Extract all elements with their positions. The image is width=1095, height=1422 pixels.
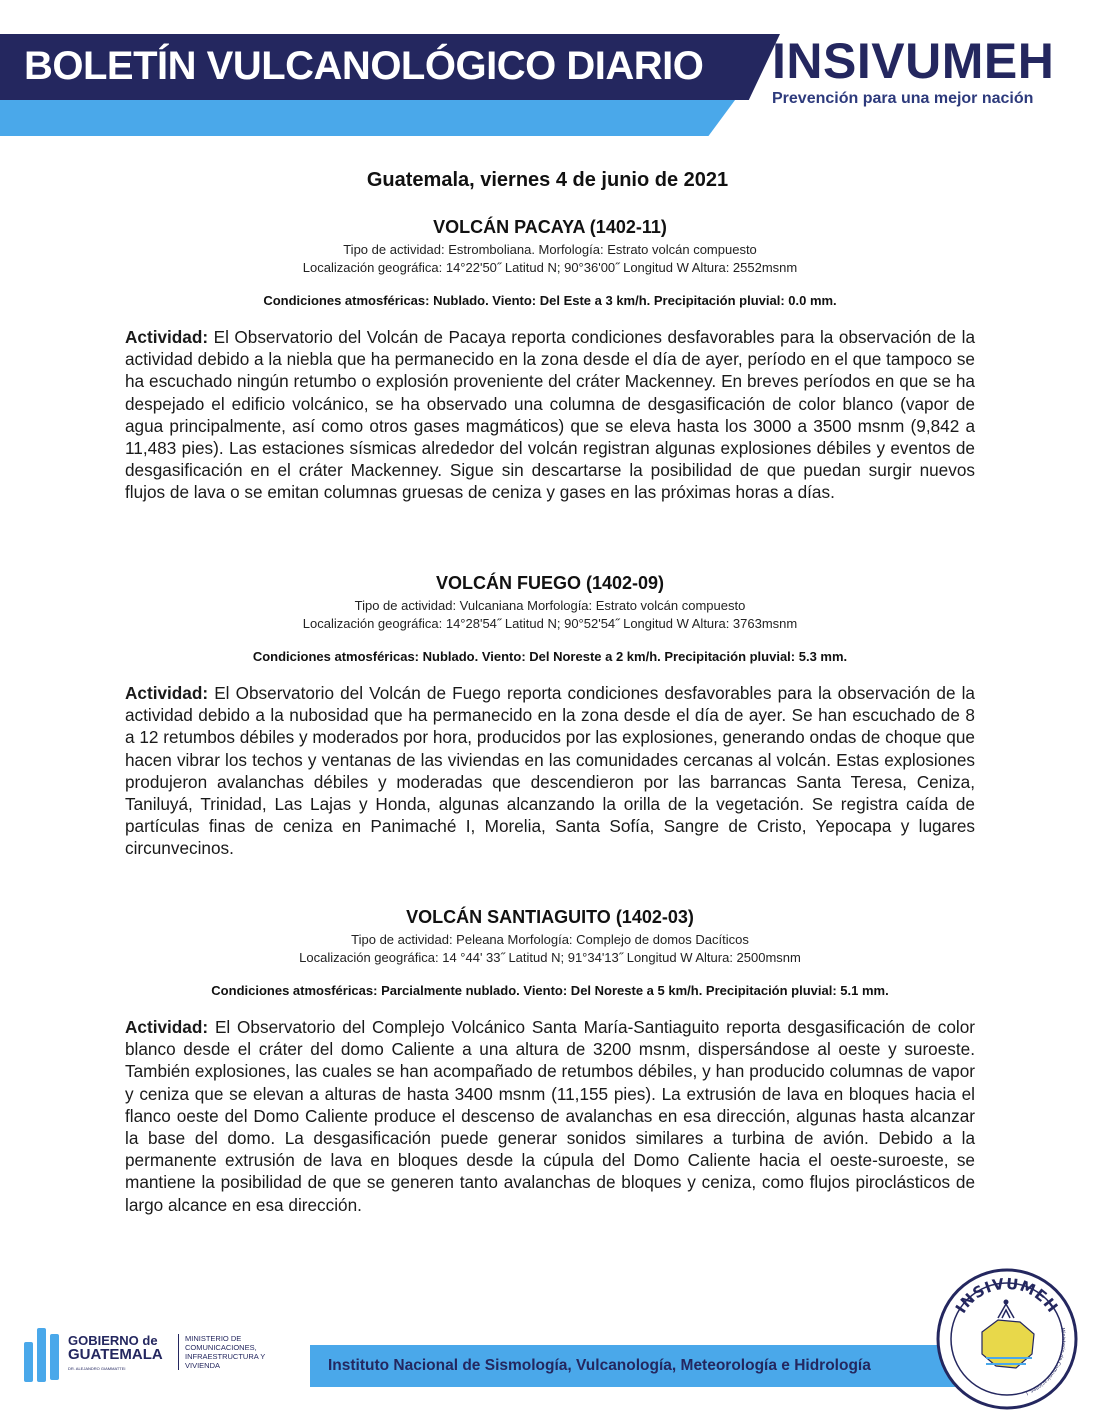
- insivumeh-seal-icon: [936, 1268, 1078, 1410]
- volcano-section-fuego: [125, 573, 975, 860]
- bulletin-title: BOLETÍN VULCANOLÓGICO DIARIO: [24, 44, 704, 88]
- volcano-type: Tipo de actividad: Peleana Morfología: Complejo de domos Dacíticos: [351, 932, 749, 947]
- atmospheric-conditions: Condiciones atmosféricas: Nublado. Viento: Del Este a 3 km/h. Precipitación pluvial: 0.0 mm.: [263, 293, 837, 308]
- gov-name: GOBIERNO de GUATEMALA: [68, 1333, 163, 1363]
- activity-label: Actividad:: [125, 327, 209, 347]
- volcano-location: Localización geográfica: 14 °44' 33˝ Latitud N; 91°34'13˝ Longitud W Altura: 2500msnm: [299, 950, 801, 965]
- volcano-location: Localización geográfica: 14°22'50˝ Latitud N; 90°36'00˝ Longitud W Altura: 2552msnm: [302, 260, 798, 275]
- gov-president: DR. ALEJANDRO GIAMMATTEI: [68, 1366, 126, 1371]
- activity-label: Actividad:: [125, 683, 209, 703]
- activity-text: El Observatorio del Volcán de Fuego reporta condiciones desfavorables para la observación de la actividad debido a la nubosidad que ha permanecido en la zona desde el día de ayer. Se han escuchado de 8 a 12 retumbos débiles y moderados por hora, producidos por las explosiones, generando ondas de choque que hacen vibrar los techos y ventanas de las viviendas en las comunidades cercanas al volcán. Estas explosiones produjeron avalanchas débiles y moderadas que descendieron por las barrancas Santa Teresa, Ceniza, Taniluyá, Trinidad, Las Lajas y Honda, algunas alcanzando la orilla de la vegetación. Se registra caída de partículas finas de ceniza en Panimaché I, Morelia, Santa Sofía, Sangre de Cristo, Yepocapa y lugares circunvecinos.: [125, 683, 975, 859]
- ministry-name: MINISTERIO DE COMUNICACIONES, INFRAESTRUCTURA Y VIVIENDA: [178, 1334, 281, 1370]
- volcano-type: Tipo de actividad: Vulcaniana Morfología: Estrato volcán compuesto: [354, 598, 746, 613]
- atmospheric-conditions: Condiciones atmosféricas: Parcialmente nublado. Viento: Del Noreste a 5 km/h. Precipitación pluvial: 5.1 mm.: [211, 983, 889, 998]
- brand-slogan: Prevención para una mejor nación: [772, 90, 1034, 107]
- gobierno-guatemala-logo: [24, 1328, 294, 1388]
- svg-text:INSIVUMEH: INSIVUMEH: [951, 1274, 1062, 1317]
- activity-text: El Observatorio del Complejo Volcánico Santa María-Santiaguito reporta desgasificación de color blanco desde el cráter del domo Caliente a una altura de 3200 msnm, dispersándose al oeste y suroeste. También explosiones, las cuales se han acompañado de retumbos débiles, y han producido columnas de vapor y ceniza que se elevan a alturas de hasta 3400 msnm (11,155 pies). La extrusión de lava en bloques hacia el flanco oeste del Domo Caliente produce el descenso de avalanchas en esa dirección, algunas hasta alcanzar la base del domo. La desgasificación puede generar sonidos similares a turbina de avión. Debido a la permanente extrusión de lava en bloques desde la cúpula del Domo Caliente hacia el oeste-suroeste, se mantiene la posibilidad de que se generen tanto avalanchas de bloques y ceniza, como flujos piroclásticos de largo alcance en esa dirección.: [125, 1017, 975, 1215]
- volcano-location: Localización geográfica: 14°28'54˝ Latitud N; 90°52'54˝ Longitud W Altura: 3763msnm: [302, 616, 798, 631]
- footer-bar: [310, 1345, 960, 1387]
- bulletin-date: Guatemala, viernes 4 de junio de 2021: [366, 169, 729, 191]
- insivumeh-brand: [772, 33, 1088, 108]
- activity-paragraph: [125, 326, 975, 504]
- svg-text:Ministerio de Comunicaciones,: Ministerio de Comunicaciones, I: [1024, 1327, 1067, 1396]
- volcano-section-santiaguito: [125, 907, 975, 1216]
- volcano-type: Tipo de actividad: Estromboliana. Morfología: Estrato volcán compuesto: [343, 242, 757, 257]
- volcano-title: VOLCÁN PACAYA (1402-11): [433, 217, 667, 237]
- activity-text: El Observatorio del Volcán de Pacaya reporta condiciones desfavorables para la observación de la actividad debido a la niebla que ha permanecido en la zona desde el día de ayer, período en el que tampoco se ha escuchado ningún retumbo o explosión proveniente del cráter Mackenney. En breves períodos en que se ha despejado el edificio volcánico, se ha observado una columna de desgasificación de color blanco (vapor de agua principalmente, así como otros gases magmáticos) que se eleva hasta los 3000 a 3500 msnm (9,842 a 11,483 pies). Las estaciones sísmicas alrededor del volcán registran algunas explosiones débiles y eventos de desgasificación en el cráter Mackenney. Sigue sin descartarse la posibilidad de que puedan surgir nuevos flujos de lava o se emitan columnas gruesas de ceniza y gases en las próximas horas a días.: [125, 327, 975, 503]
- header-light-band: [0, 96, 738, 136]
- volcano-title: VOLCÁN FUEGO (1402-09): [435, 573, 665, 593]
- activity-label: Actividad:: [125, 1017, 209, 1037]
- activity-paragraph: [125, 1016, 975, 1216]
- volcano-section-pacaya: [125, 217, 975, 504]
- brand-name: INSIVUMEH: [772, 33, 1055, 89]
- volcano-title: VOLCÁN SANTIAGUITO (1402-03): [406, 907, 694, 927]
- activity-paragraph: [125, 682, 975, 860]
- institute-name: Instituto Nacional de Sismología, Vulcanología, Meteorología e Hidrología: [328, 1357, 871, 1374]
- atmospheric-conditions: Condiciones atmosféricas: Nublado. Viento: Del Noreste a 2 km/h. Precipitación pluvial: 5.3 mm.: [252, 649, 848, 664]
